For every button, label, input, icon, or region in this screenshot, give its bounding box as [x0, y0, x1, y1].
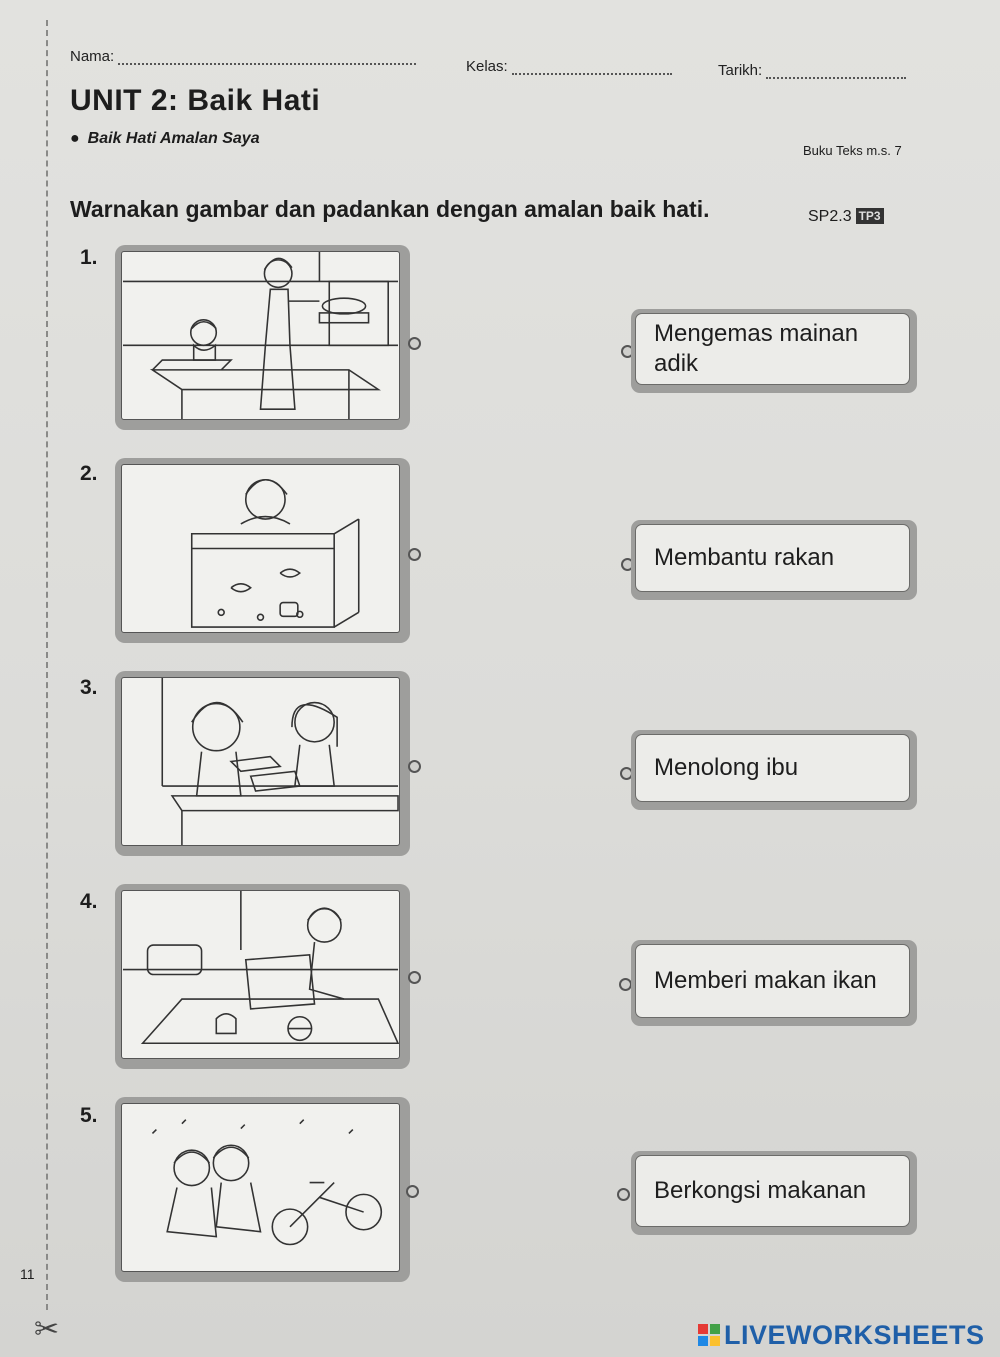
- picture-2: [115, 458, 410, 643]
- answer-box-5[interactable]: [631, 1151, 917, 1235]
- helping-friend-scene-image: [122, 1104, 399, 1271]
- question-number: 1.: [80, 246, 98, 269]
- match-dot-left-1[interactable]: [408, 337, 421, 350]
- match-dot-left-4[interactable]: [408, 971, 421, 984]
- question-number: 2.: [80, 462, 98, 485]
- tidying-toys-scene-image: [122, 891, 399, 1058]
- match-dot-left-5[interactable]: [406, 1185, 419, 1198]
- textbook-reference: Buku Teks m.s. 7: [803, 143, 902, 158]
- match-dot-left-2[interactable]: [408, 548, 421, 561]
- page-number: 11: [20, 1266, 35, 1282]
- class-label: Kelas:: [466, 58, 508, 75]
- question-number: 3.: [80, 676, 98, 699]
- aquarium-scene-image: [122, 465, 399, 632]
- date-field[interactable]: [718, 62, 906, 79]
- picture-5: [115, 1097, 410, 1282]
- answer-text-4: Memberi makan ikan: [635, 944, 910, 1018]
- unit-title: UNIT 2: Baik Hati: [70, 84, 321, 117]
- name-label: Nama:: [70, 48, 115, 65]
- answer-text-2: Membantu rakan: [635, 524, 910, 592]
- kitchen-scene-image: [122, 252, 399, 419]
- level-badge: TP3: [856, 208, 884, 224]
- watermark: [698, 1320, 985, 1351]
- date-label: Tarikh:: [718, 62, 763, 79]
- answer-text-5: Berkongsi makanan: [635, 1155, 910, 1227]
- liveworksheets-logo-icon: [698, 1324, 720, 1346]
- picture-3: [115, 671, 410, 856]
- instruction-text: Warnakan gambar dan padankan dengan amalan baik hati.: [70, 196, 710, 222]
- scissors-icon: ✂: [34, 1313, 60, 1346]
- subtopic: [70, 130, 260, 148]
- watermark-text: LIVEWORKSHEETS: [724, 1320, 985, 1350]
- bullet-icon: ●: [70, 130, 80, 147]
- answer-text-3: Menolong ibu: [635, 734, 910, 802]
- answer-box-4[interactable]: [631, 940, 917, 1026]
- picture-1: [115, 245, 410, 430]
- answer-box-1[interactable]: [631, 309, 917, 393]
- match-dot-right-5[interactable]: [617, 1188, 630, 1201]
- name-field[interactable]: [70, 48, 416, 65]
- answer-box-3[interactable]: [631, 730, 917, 810]
- subtopic-label: Baik Hati Amalan Saya: [87, 130, 260, 147]
- answer-text-1: Mengemas mainan adik: [635, 313, 910, 385]
- match-dot-left-3[interactable]: [408, 760, 421, 773]
- standard-code-label: SP2.3: [808, 208, 852, 225]
- standard-code: [808, 208, 884, 226]
- answer-box-2[interactable]: [631, 520, 917, 600]
- question-number: 5.: [80, 1104, 98, 1127]
- question-number: 4.: [80, 890, 98, 913]
- sharing-food-scene-image: [122, 678, 399, 845]
- picture-4: [115, 884, 410, 1069]
- class-field[interactable]: [466, 58, 672, 75]
- cut-line: [46, 20, 48, 1310]
